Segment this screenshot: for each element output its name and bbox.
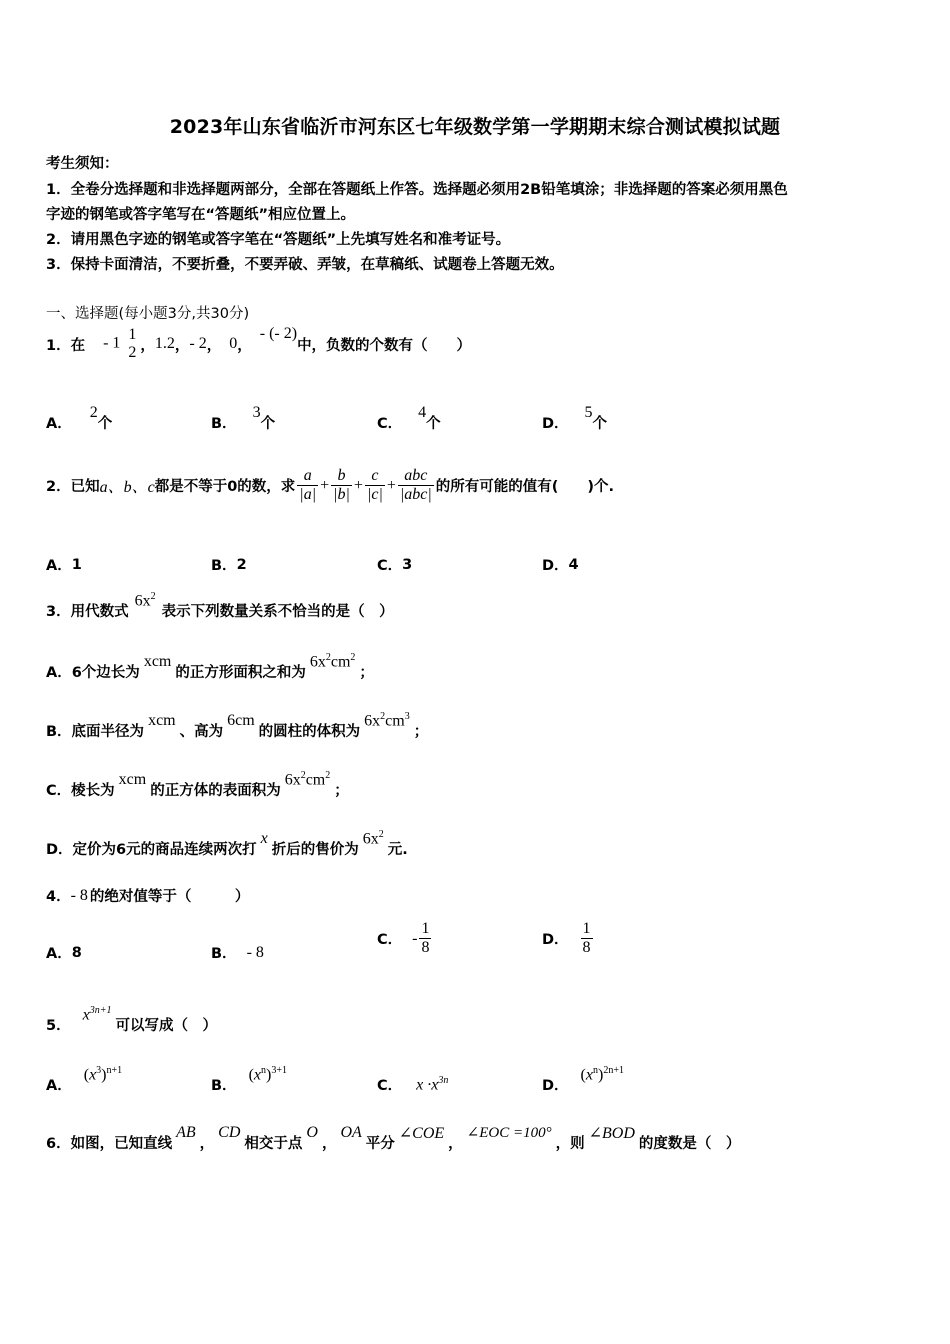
q2-frac-3-den: |c| xyxy=(366,486,383,503)
q6-ray-oa: OA xyxy=(340,1123,362,1141)
q1-den: 2 xyxy=(128,344,137,361)
q4-option-c[interactable]: C． - $\frac{1}{8}$ xyxy=(377,920,430,956)
question-4 xyxy=(46,885,249,906)
q1-option-a[interactable]: A． 2 个 xyxy=(46,403,113,432)
q2-frac-1-num: a xyxy=(303,467,312,484)
q1-sep: ， xyxy=(140,337,155,354)
q5-options xyxy=(46,1064,926,1114)
q2-plus: + xyxy=(386,476,396,494)
q2-plus: + xyxy=(353,476,363,494)
q1-option-c[interactable]: C． 4 个 xyxy=(377,403,441,432)
q1-options xyxy=(46,403,926,452)
q3-option-c[interactable]: C．棱长为 xcm 的正方体的表面积为 $6x^2cm^2$ ； xyxy=(46,769,349,799)
q2-plus: + xyxy=(320,476,330,494)
q1-suffix: 中，负数的个数有（ ） xyxy=(297,337,472,354)
q3-option-b[interactable]: B．底面半径为 xcm 、高为 6cm 的圆柱的体积为 $6x^2cm^3$ ； xyxy=(46,710,429,740)
section-heading: 一、选择题(每小题3分,共30分) xyxy=(46,306,250,322)
q3-suffix: 表示下列数量关系不恰当的是（ ） xyxy=(161,604,394,620)
q2-option-a[interactable]: A． 1 xyxy=(46,556,82,574)
q4-option-a[interactable]: A． 8 xyxy=(46,944,82,962)
q2-frac-4-num: abc xyxy=(404,467,428,484)
q2-options xyxy=(46,554,926,594)
q1-sep: ， xyxy=(237,337,252,354)
q5-prefix: 5． xyxy=(46,1018,71,1034)
q4-option-d[interactable]: D． $\frac{1}{8}$ xyxy=(542,920,591,956)
q5-suffix: 可以写成（ ） xyxy=(115,1018,217,1034)
notice-line-1b: 字迹的钢笔或答字笔写在“答题纸”相应位置上。 xyxy=(46,207,356,223)
q5-option-c[interactable]: C． $x \cdot x^{3n}$ xyxy=(377,1074,449,1094)
q4-prefix: 4． xyxy=(46,889,71,905)
q6-angle-eoc: ∠EOC =100° xyxy=(466,1125,552,1141)
notice-line-3: 3．保持卡面清洁，不要折叠，不要弄破、弄皱，在草稿纸、试题卷上答题无效。 xyxy=(46,257,564,273)
question-6: 6．如图，已知直线 AB ， CD 相交于点 O ， OA 平分 ∠COE ， ∠EOC =100° ，则 ∠BOD 的度数是（ ） xyxy=(46,1123,741,1152)
q1-option-b[interactable]: B． 3 个 xyxy=(211,403,276,432)
q4-suffix: 的绝对值等于（ ） xyxy=(89,889,250,905)
question-5 xyxy=(46,1004,217,1035)
q5-expression: $x^{3n+1}$ xyxy=(82,1004,112,1024)
q6-point-o: O xyxy=(306,1123,318,1141)
q1-number-4: 0 xyxy=(229,335,238,352)
q1-whole: - 1 xyxy=(103,334,121,352)
q4-value: - 8 xyxy=(70,886,88,904)
q4-options xyxy=(46,920,926,970)
q1-sep: ， xyxy=(174,337,190,354)
q6-line-ab: AB xyxy=(176,1123,196,1141)
q2-option-b[interactable]: B． 2 xyxy=(211,556,247,574)
notice-line-2: 2．请用黑色字迹的钢笔或答字笔在“答题纸”上先填写姓名和准考证号。 xyxy=(46,232,511,248)
question-1 xyxy=(46,326,471,362)
q2-mid: 都是不等于0的数，求 xyxy=(154,479,296,495)
q1-prefix: 1．在 xyxy=(46,337,86,354)
q3-prefix: 3．用代数式 xyxy=(46,604,129,620)
question-3 xyxy=(46,590,394,621)
q3-option-a[interactable]: A．6个边长为 xcm 的正方形面积之和为 $6x^2cm^2$ ； xyxy=(46,651,374,681)
q2-frac-2-num: b xyxy=(337,467,346,484)
q2-vars: a、b、c xyxy=(99,479,155,496)
q2-frac-4-den: |abc| xyxy=(399,486,432,503)
q5-option-d[interactable]: D． $(x^n)^{2n+1}$ xyxy=(542,1064,624,1094)
q2-suffix: 的所有可能的值有( )个. xyxy=(435,479,615,495)
q2-frac-2-den: |b| xyxy=(333,486,350,503)
q6-suffix: 的度数是（ ） xyxy=(638,1136,741,1152)
q4-option-b[interactable]: B． - 8 xyxy=(211,943,264,962)
q5-option-b[interactable]: B． $(x^n)^{3+1}$ xyxy=(211,1064,287,1094)
q2-prefix: 2．已知 xyxy=(46,479,100,495)
q6-line-cd: CD xyxy=(218,1123,241,1141)
q1-option-d[interactable]: D． 5 个 xyxy=(542,403,608,432)
q6-angle-bod: ∠BOD xyxy=(588,1124,635,1142)
page-title: 2023年山东省临沂市河东区七年级数学第一学期期末综合测试模拟试题 xyxy=(169,116,781,138)
q1-number-3: - 2 xyxy=(189,335,207,352)
q1-mixed-number xyxy=(103,326,140,362)
notice-heading: 考生须知： xyxy=(46,156,119,172)
question-2 xyxy=(46,467,614,504)
notice-line-1a: 1．全卷分选择题和非选择题两部分，全部在答题纸上作答。选择题必须用2B铅笔填涂；非选择题的答案必须用黑色 xyxy=(46,182,788,198)
q3-expression: $6x^2$ xyxy=(134,590,156,610)
q1-number-5: - (- 2) xyxy=(259,325,298,342)
q6-angle-coe: ∠COE xyxy=(398,1124,445,1142)
q2-frac-3-num: c xyxy=(371,467,379,484)
q5-option-a[interactable]: A． $(x^3)^{n+1}$ xyxy=(46,1064,123,1094)
q6-prefix: 6．如图，已知直线 xyxy=(46,1136,173,1152)
q3-option-d[interactable]: D．定价为6元的商品连续两次打 x 折后的售价为 $6x^2$ 元. xyxy=(46,828,408,858)
q2-option-d[interactable]: D． 4 xyxy=(542,556,579,574)
q1-number-2: 1.2 xyxy=(154,335,175,352)
q2-option-c[interactable]: C． 3 xyxy=(377,556,413,574)
q1-num: 1 xyxy=(128,326,137,343)
q1-sep: ， xyxy=(206,337,222,354)
q2-frac-1-den: |a| xyxy=(299,486,317,503)
